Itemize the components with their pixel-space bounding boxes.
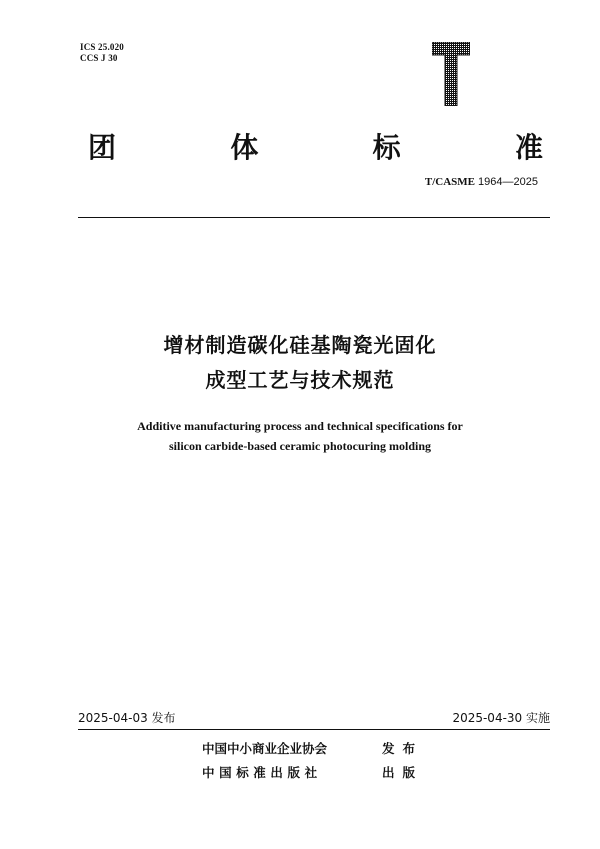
chinese-title-line-2: 成型工艺与技术规范 [205, 368, 395, 392]
issuer-organization: 中国中小商业企业协会 [202, 741, 328, 756]
press-role: 出版 [382, 765, 424, 780]
issue-date: 2025-04-03 发布 [78, 711, 176, 725]
title-char-1: 团 [88, 131, 117, 164]
press-organization: 中国标准出版社 [202, 765, 322, 780]
english-title-line-2: silicon carbide-based ceramic photocuring molding [169, 439, 431, 453]
chinese-title-line-1: 增材制造碳化硅基陶瓷光固化 [163, 333, 437, 357]
title-char-4: 准 [514, 131, 543, 164]
standard-number-prefix: T/CASME [424, 176, 475, 188]
publisher-row-press [202, 765, 442, 781]
standard-number-value: 1964—2025 [478, 176, 538, 188]
top-divider [78, 217, 550, 218]
issuer-role: 发布 [382, 741, 424, 756]
publisher-row-issuer [202, 741, 442, 757]
implementation-date: 2025-04-30 实施 [452, 711, 550, 725]
standard-type-title [88, 130, 543, 166]
title-char-3: 标 [372, 131, 401, 164]
ccs-code: CCS J 30 [80, 53, 118, 63]
ics-code: ICS 25.020 [80, 42, 125, 52]
title-char-2: 体 [230, 131, 259, 164]
standard-type-t-logo-icon [432, 42, 470, 106]
standard-number [425, 175, 538, 189]
english-title-line-1: Additive manufacturing process and technical specifications for [137, 419, 463, 433]
bottom-divider [78, 729, 550, 730]
